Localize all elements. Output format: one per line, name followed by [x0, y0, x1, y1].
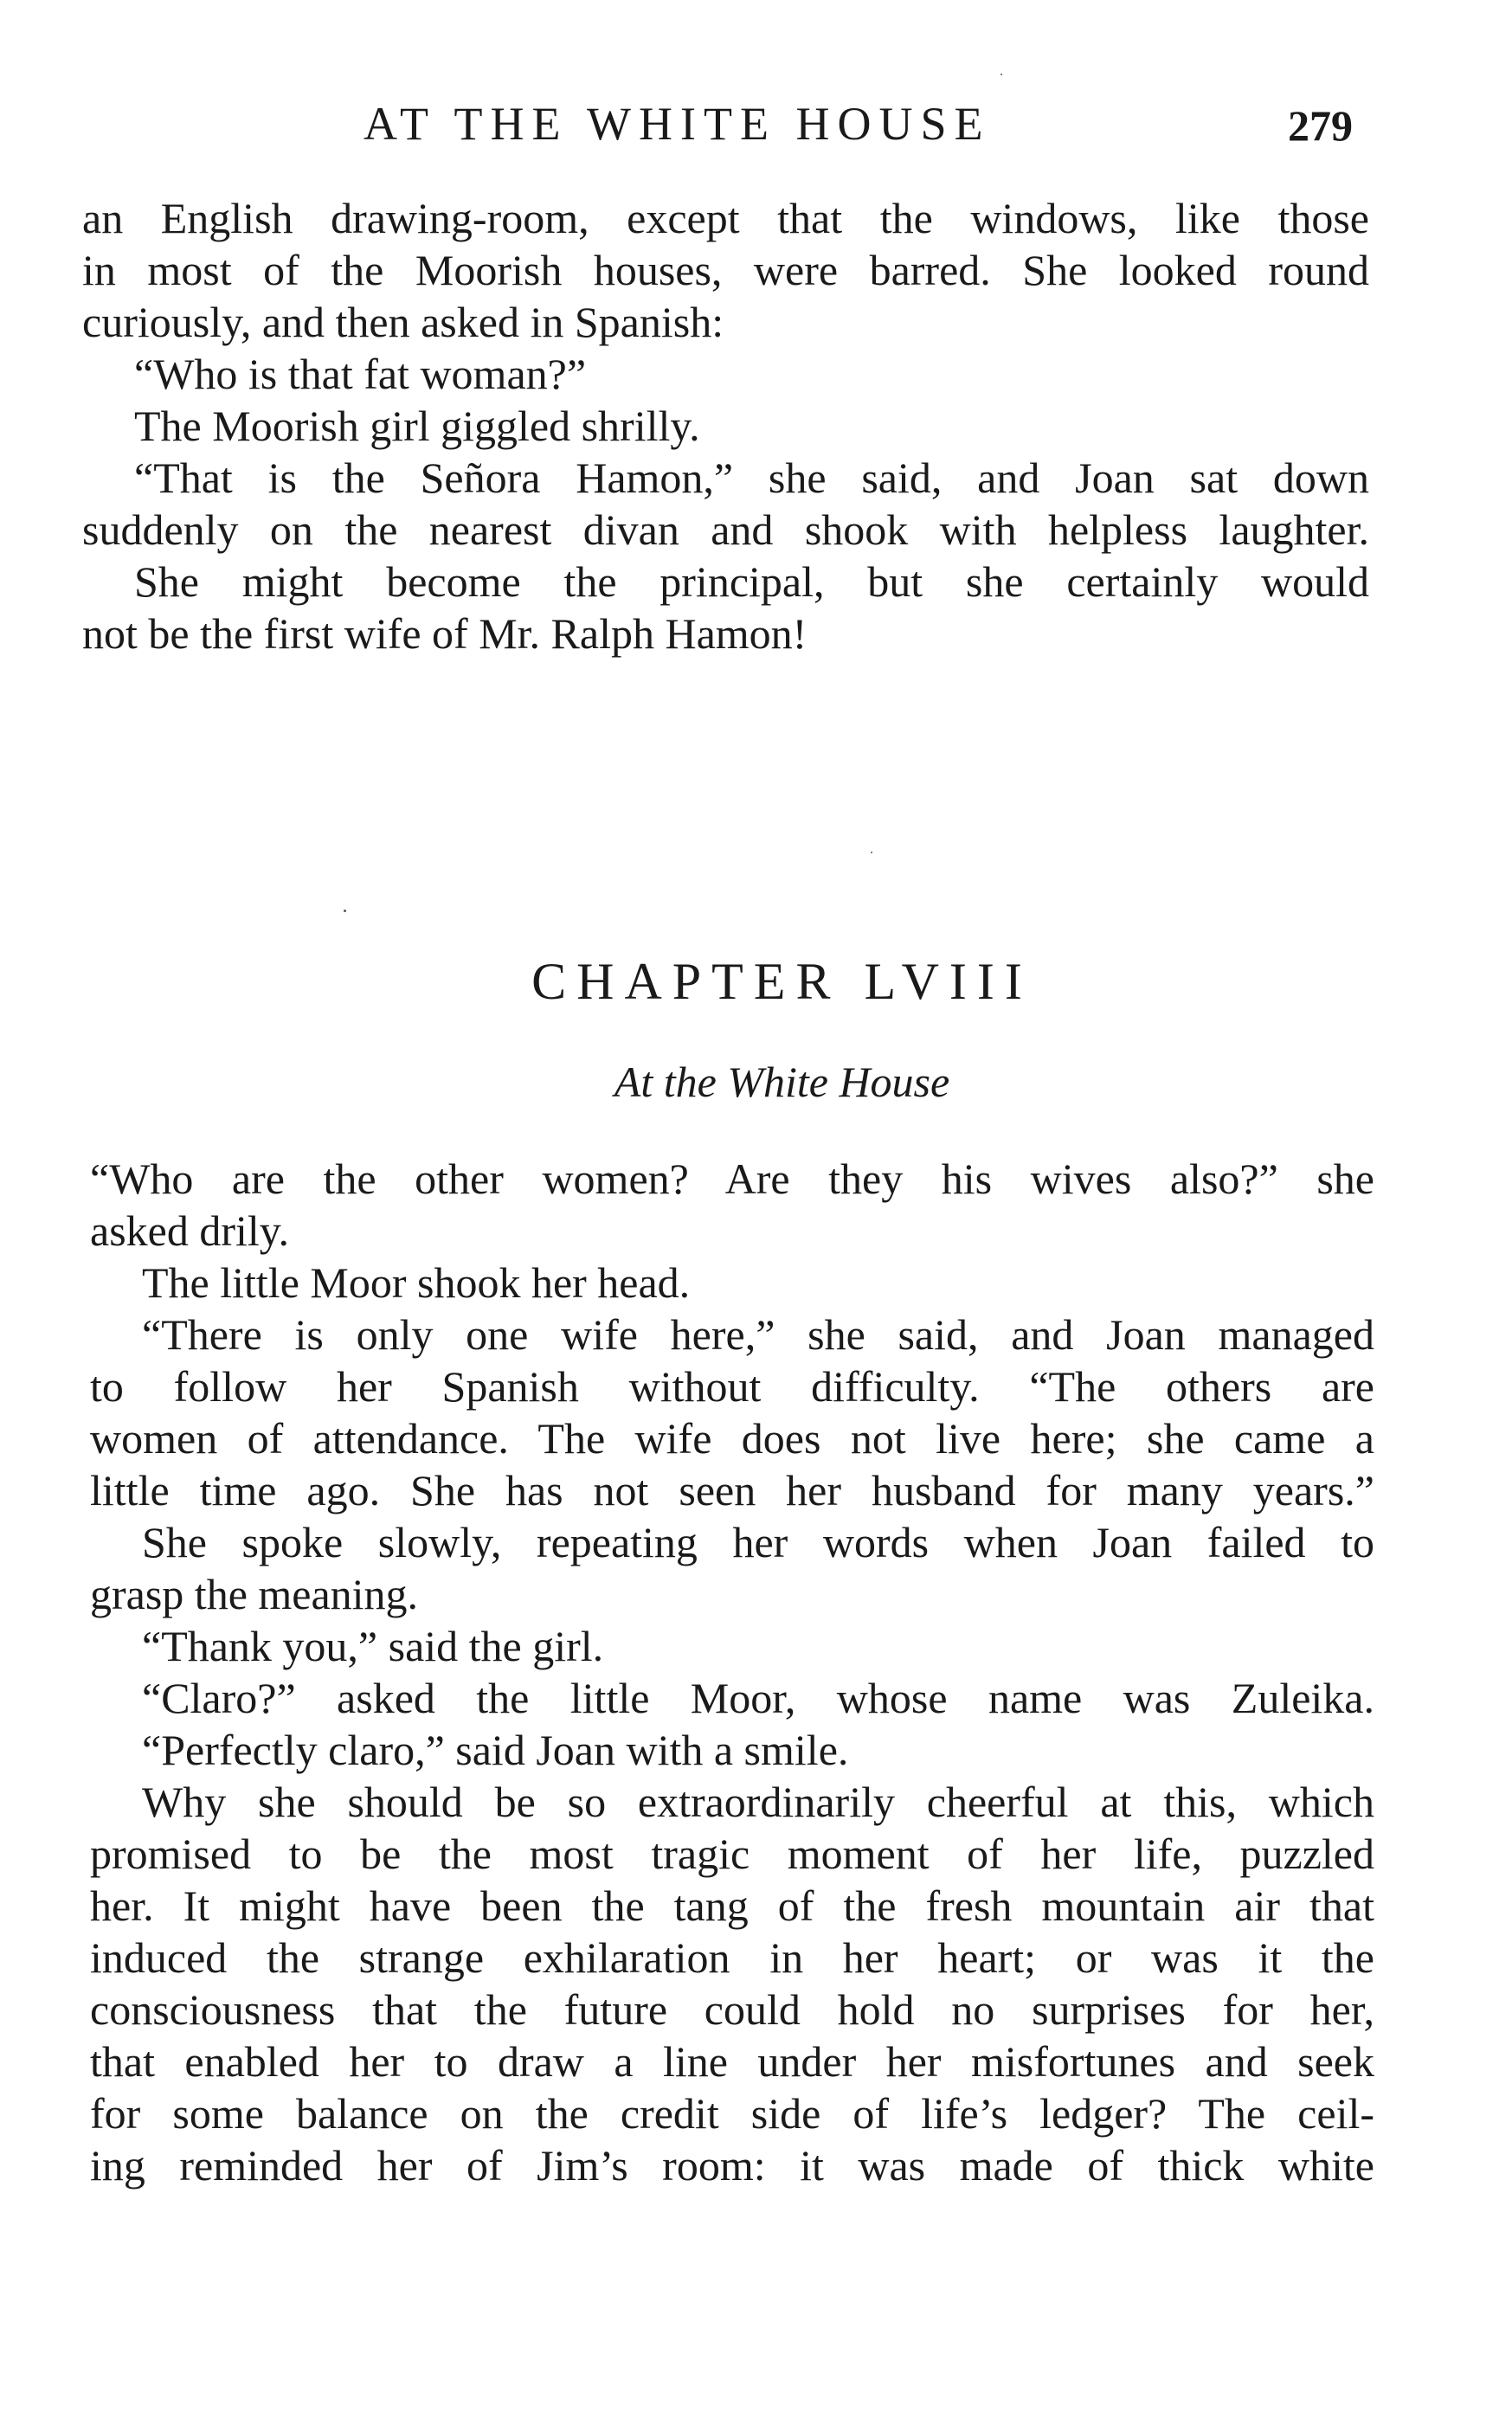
text-line: women of attendance. The wife does not live here; she came a [90, 1414, 1374, 1463]
text-line: an English drawing-room, except that the windows, like those [82, 194, 1369, 242]
running-head [0, 97, 1512, 158]
chapter-heading [0, 952, 1512, 1107]
print-speck [871, 852, 872, 853]
text-line: She might become the principal, but she certainly would [134, 557, 1369, 606]
text-line: little time ago. She has not seen her husband for many years.” [90, 1466, 1374, 1515]
text-line: for some balance on the credit side of life’s ledger? The ceil- [90, 2089, 1374, 2138]
chapter-number: CHAPTER LVIII [531, 953, 1033, 1010]
text-line: “Claro?” asked the little Moor, whose name was Zuleika. [142, 1674, 1374, 1722]
text-line: promised to be the most tragic moment of her life, puzzled [90, 1830, 1374, 1878]
text-line: asked drily. [90, 1206, 290, 1255]
text-line: “Thank you,” said the girl. [142, 1622, 604, 1670]
text-line: “That is the Señora Hamon,” she said, and Joan sat down [134, 453, 1369, 502]
text-line: She spoke slowly, repeating her words when Joan failed to [142, 1518, 1374, 1566]
print-speck [344, 910, 346, 912]
text-line: that enabled her to draw a line under her misfortunes and seek [90, 2037, 1374, 2086]
text-line: ing reminded her of Jim’s room: it was made of thick white [90, 2141, 1374, 2190]
text-line: suddenly on the nearest divan and shook with helpless laughter. [82, 505, 1369, 554]
print-speck [1000, 74, 1002, 75]
text-line: The little Moor shook her head. [142, 1258, 691, 1307]
text-line: to follow her Spanish without difficulty. “The others are [90, 1362, 1374, 1411]
text-line: “There is only one wife here,” she said, and Joan managed [142, 1310, 1374, 1359]
text-line: grasp the meaning. [90, 1570, 419, 1618]
text-line: “Who is that fat woman?” [134, 350, 587, 398]
text-line: in most of the Moorish houses, were barred. She looked round [82, 246, 1369, 294]
text-line: her. It might have been the tang of the fresh mountain air that [90, 1881, 1374, 1930]
text-line: The Moorish girl giggled shrilly. [134, 402, 700, 450]
text-line: curiously, and then asked in Spanish: [82, 298, 724, 346]
running-title: AT THE WHITE HOUSE [364, 98, 991, 150]
text-line: “Who are the other women? Are they his wives also?” she [90, 1154, 1374, 1203]
page-number: 279 [1288, 101, 1353, 150]
chapter-title: At the White House [614, 1058, 950, 1106]
text-line: consciousness that the future could hold no surprises for her, [90, 1985, 1374, 2034]
text-line: not be the first wife of Mr. Ralph Hamon! [82, 609, 807, 658]
text-line: induced the strange exhilaration in her heart; or was it the [90, 1933, 1374, 1982]
text-line: “Perfectly claro,” said Joan with a smile. [142, 1726, 849, 1774]
text-line: Why she should be so extraordinarily cheerful at this, which [142, 1778, 1374, 1826]
